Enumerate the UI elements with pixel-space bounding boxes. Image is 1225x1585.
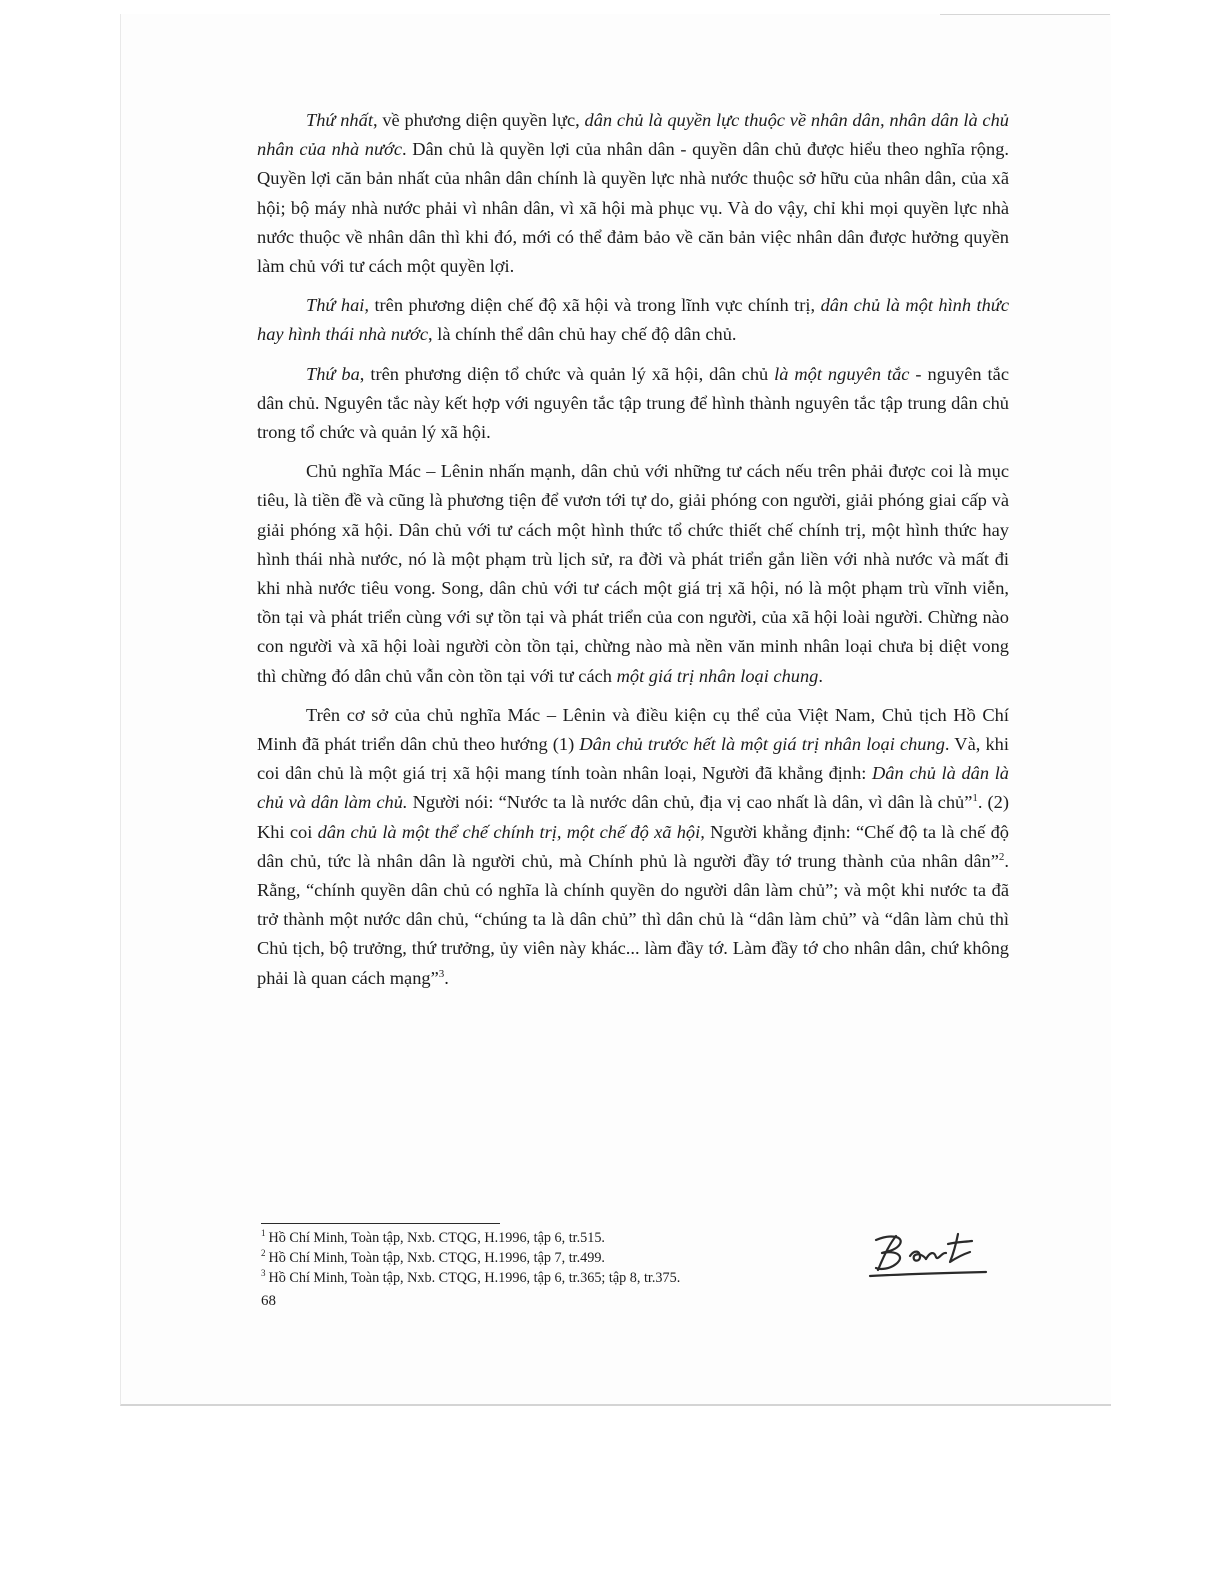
lead-phrase: Thứ hai, [306, 295, 369, 316]
text-run: Trên cơ sở của chủ nghĩa Mác – Lênin và điều kiện cụ thể của Việt Nam, Chủ tịch Hồ Chí Minh đã phát triển dân chủ theo hướng (1) [257, 704, 1009, 755]
text-run: . Và, khi coi dân chủ là một giá trị xã hội mang tính toàn nhân loại, Người đã khẳng định: [257, 734, 1009, 784]
footnote-ref-3: 3 [438, 967, 445, 980]
footnote-separator [261, 1223, 500, 1224]
emphasis-run: dân chủ là một hình thức hay hình thái nhà nước [257, 295, 1010, 345]
handwritten-signature [866, 1226, 990, 1282]
footnote-1 [261, 1228, 861, 1248]
paragraph-4 [257, 457, 1009, 691]
text-run: Người khẳng định: “Chế độ ta là chế độ dân chủ, tức là nhân dân là người chủ, mà Chính phủ là người đầy tớ trung thành của nhân dân” [257, 821, 1010, 871]
emphasis-run: là một nguyên tắc [774, 363, 910, 384]
text-run: , trên phương diện tổ chức và quản lý xã hội, dân chủ [359, 363, 775, 384]
text-run: , về phương diện quyền lực, [372, 110, 585, 130]
lead-phrase: Thứ nhất [306, 110, 373, 130]
footnote-3 [261, 1268, 861, 1288]
paragraph-3 [257, 360, 1009, 448]
text-run: , là chính thể dân chủ hay chế độ dân chủ. [428, 324, 737, 345]
text-run: Chủ nghĩa Mác – Lênin nhấn mạnh, dân chủ với những tư cách nếu trên phải được coi là mục tiêu, là tiền đề và cũng là phương tiện để vươn tới tự do, giải phóng con người, giải phóng giai cấp và giải phóng xã hội. Dân chủ với tư cách một hình thức tổ chức thiết chế chính trị, một hình thức hay hình thái nhà nước, nó là một phạm trù lịch sử, ra đời và phát triển gắn liền với nhà nước và mất đi khi nhà nước tiêu vong. Song, dân chủ với tư cách một giá trị xã hội, nó là một phạm trù vĩnh viễn, tồn tại và phát triển cùng với sự tồn tại và phát triển của con người, của xã hội loài người. Chừng nào con người và xã hội loài người còn tồn tại, chừng nào mà nền văn minh nhân loại chưa bị diệt vong thì chừng đó dân chủ vẫn còn tồn tại với tư cách [257, 461, 1009, 686]
emphasis-run: dân chủ là quyền lực thuộc về nhân dân, nhân dân là chủ nhân của nhà nước [257, 110, 1009, 160]
text-run: trên phương diện chế độ xã hội và trong lĩnh vực chính trị, [369, 295, 821, 316]
footnote-mark: 3 [261, 1268, 266, 1279]
footnote-ref-2: 2 [998, 850, 1005, 863]
text-run: . Dân chủ là quyền lợi của nhân dân - quyền dân chủ được hiểu theo nghĩa rộng. Quyền lợi căn bản nhất của nhân dân chính là quyền lực nhà nước thuộc sở hữu của nhân dân, của xã hội; bộ máy nhà nước phải vì nhân dân, vì xã hội mà phục vụ. Và do vậy, chỉ khi mọi quyền lực nhà nước thuộc về nhân dân thì khi đó, mới có thể đảm bảo về căn bản việc nhân dân được hưởng quyền làm chủ với tư cách một quyền lợi. [257, 139, 1009, 277]
footnote-ref-1: 1 [972, 792, 978, 805]
lead-phrase: Thứ ba [306, 363, 360, 384]
emphasis-run: Dân chủ trước hết là một giá trị nhân loại chung [579, 734, 945, 755]
emphasis-run: dân chủ là một thể chế chính trị, một chế độ xã hội, [317, 821, 705, 842]
text-run: . [444, 967, 449, 988]
footnote-text: Hồ Chí Minh, Toàn tập, Nxb. CTQG, H.1996, tập 6, tr.365; tập 8, tr.375. [268, 1270, 681, 1286]
body-text [257, 106, 1009, 1003]
paragraph-5 [257, 701, 1009, 993]
footnote-text: Hồ Chí Minh, Toàn tập, Nxb. CTQG, H.1996, tập 6, tr.515. [268, 1230, 605, 1246]
text-run: . Rằng, “chính quyền dân chủ có nghĩa là chính quyền do người dân làm chủ”; và một khi nước ta đã trở thành một nước dân chủ, “chúng ta là dân chủ” thì dân chủ là “dân làm chủ” và “dân làm chủ thì Chủ tịch, bộ trưởng, thứ trưởng, ủy viên này khác... làm đầy tớ. Làm đầy tớ cho nhân dân, chứ không phải là quan cách mạng” [257, 850, 1009, 988]
top-edge-rule [940, 14, 1110, 15]
emphasis-run: một giá trị nhân loại chung [616, 665, 819, 686]
footnote-2 [261, 1248, 861, 1268]
text-run: Người nói: “Nước ta là nước dân chủ, địa vị cao nhất là dân, vì dân là chủ” [407, 792, 973, 813]
page-number: 68 [261, 1293, 276, 1309]
footnote-mark: 1 [261, 1228, 266, 1239]
footnote-text: Hồ Chí Minh, Toàn tập, Nxb. CTQG, H.1996, tập 7, tr.499. [268, 1250, 605, 1266]
footnote-mark: 2 [261, 1248, 266, 1259]
text-run: - nguyên tắc dân chủ. Nguyên tắc này kết hợp với nguyên tắc tập trung để hình thành nguyên tắc tập trung dân chủ trong tổ chức và quản lý xã hội. [257, 363, 1009, 443]
paragraph-2 [257, 291, 1009, 349]
paragraph-1 [257, 106, 1009, 281]
text-run: . (2) Khi coi [257, 792, 1009, 842]
emphasis-run: Dân chủ là dân là chủ và dân làm chủ. [257, 763, 1009, 813]
footnotes [261, 1228, 861, 1288]
text-run: . [818, 665, 823, 686]
